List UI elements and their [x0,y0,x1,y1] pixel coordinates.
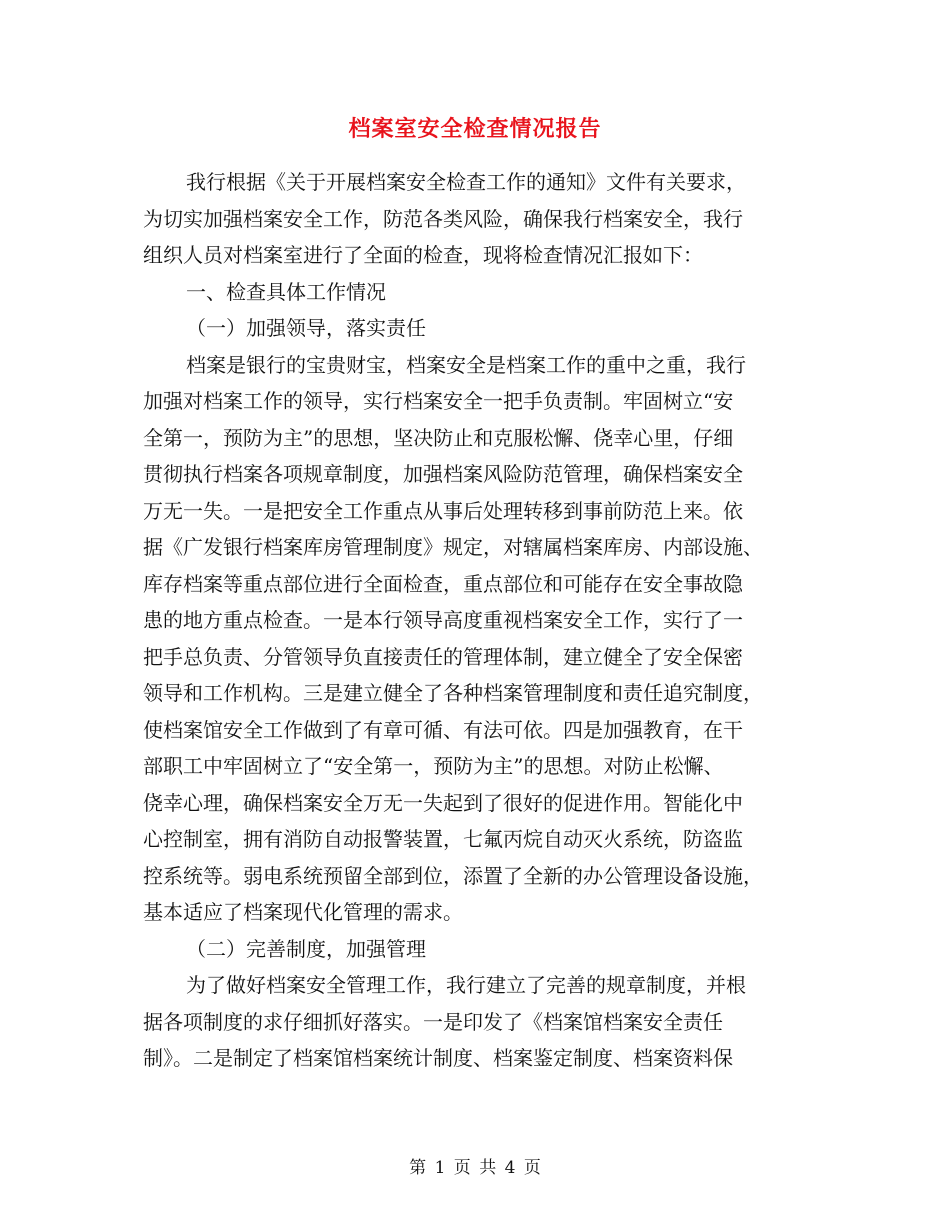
paragraph-line: 加强对档案工作的领导，实行档案安全一把手负责制。牢固树立“安 [143,389,734,413]
paragraph-line: 侥幸心理，确保档案安全万无一失起到了很好的促进作用。智能化中 [143,790,743,815]
paragraph-line: 为了做好档案安全管理工作，我行建立了完善的规章制度，并根 [186,973,746,997]
paragraph-line: 基本适应了档案现代化管理的需求。 [143,900,463,924]
paragraph-line: 万无一失。一是把安全工作重点从事后处理转移到事前防范上来。依 [143,498,743,523]
section-heading: 一、检查具体工作情况 [186,279,386,304]
paragraph-line: 控系统等。弱电系统预留全部到位，添置了全新的办公管理设备设施， [143,863,763,888]
document-body [143,164,815,1077]
paragraph-line: 据各项制度的求仔细抓好落实。一是印发了《档案馆档案安全责任 [143,1009,723,1034]
subsection-heading: （一）加强领导，落实责任 [186,316,426,340]
paragraph-line: 全第一，预防为主”的思想，坚决防止和克服松懈、侥幸心里，仔细 [143,425,734,450]
paragraph-line: 库存档案等重点部位进行全面检查，重点部位和可能存在安全事故隐 [143,571,743,596]
paragraph-line: 据《广发银行档案库房管理制度》规定，对辖属档案库房、内部设施、 [143,535,763,559]
paragraph-line: 把手总负责、分管领导负直接责任的管理体制，建立健全了安全保密 [143,644,743,669]
paragraph-line: 我行根据《关于开展档案安全检查工作的通知》文件有关要求， [186,170,746,194]
paragraph-line: 制》。二是制定了档案馆档案统计制度、档案鉴定制度、档案资料保 [143,1046,733,1070]
paragraph-line: 使档案馆安全工作做到了有章可循、有法可依。四是加强教育，在干 [143,717,743,742]
paragraph-line: 组织人员对档案室进行了全面的检查，现将检查情况汇报如下： [143,243,703,267]
subsection-heading: （二）完善制度，加强管理 [186,936,426,961]
paragraph-line: 心控制室，拥有消防自动报警装置，七氟丙烷自动灭火系统，防盗监 [143,827,743,851]
paragraph-line: 贯彻执行档案各项规章制度，加强档案风险防范管理，确保档案安全 [143,462,743,486]
document-title: 档案室安全检查情况报告 [348,116,602,142]
paragraph-line: 部职工中牢固树立了“安全第一，预防为主”的思想。对防止松懈、 [143,754,724,778]
page-footer: 第 1 页 共 4 页 [409,1158,541,1178]
paragraph-line: 患的地方重点检查。一是本行领导高度重视档案安全工作，实行了一 [143,608,743,632]
paragraph-line: 领导和工作机构。三是建立健全了各种档案管理制度和责任追究制度， [143,681,763,705]
paragraph-line: 档案是银行的宝贵财宝，档案安全是档案工作的重中之重，我行 [186,352,746,377]
paragraph-line: 为切实加强档案安全工作，防范各类风险，确保我行档案安全，我行 [143,206,743,231]
